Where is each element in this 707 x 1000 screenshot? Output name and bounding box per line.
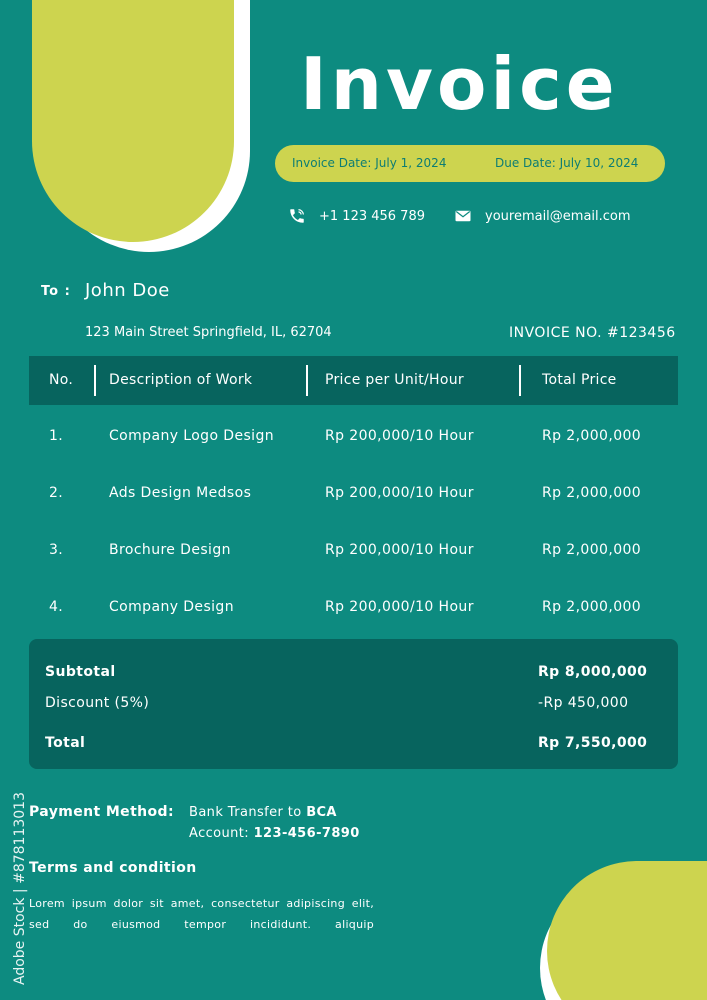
header-description: Description of Work — [109, 372, 253, 388]
row-price: Rp 200,000/10 Hour — [325, 428, 474, 444]
payment-bank-name: BCA — [306, 805, 337, 820]
row-number: 2. — [49, 485, 64, 501]
invoice-title: Invoice — [300, 42, 619, 126]
table-row — [0, 481, 707, 505]
phone-icon — [288, 207, 306, 225]
date-pill — [275, 145, 665, 182]
discount-label: Discount (5%) — [45, 695, 150, 711]
header-divider — [94, 365, 96, 396]
row-price: Rp 200,000/10 Hour — [325, 542, 474, 558]
row-number: 3. — [49, 542, 64, 558]
payment-bank-prefix: Bank Transfer to — [189, 805, 307, 820]
terms-title: Terms and condition — [29, 860, 197, 876]
row-description: Company Logo Design — [109, 428, 275, 444]
header-total: Total Price — [542, 372, 617, 388]
row-description: Company Design — [109, 599, 234, 615]
payment-bank-line — [189, 805, 337, 820]
total-value: Rp 7,550,000 — [538, 735, 648, 751]
header-no: No. — [49, 372, 74, 388]
payment-account-prefix: Account: — [189, 826, 254, 841]
header-divider — [519, 365, 521, 396]
discount-value: -Rp 450,000 — [538, 695, 629, 711]
subtotal-label: Subtotal — [45, 664, 116, 680]
header-price: Price per Unit/Hour — [325, 372, 464, 388]
table-row — [0, 424, 707, 448]
row-description: Ads Design Medsos — [109, 485, 252, 501]
payment-account-number: 123-456-7890 — [253, 826, 360, 841]
row-price: Rp 200,000/10 Hour — [325, 485, 474, 501]
terms-text: Lorem ipsum dolor sit amet, consectetur adipiscing elit, sed do eiusmod tempor incididunt. aliquip — [29, 897, 374, 931]
email-address: youremail@email.com — [485, 209, 631, 224]
due-date: Due Date: July 10, 2024 — [495, 156, 639, 170]
header-divider — [306, 365, 308, 396]
recipient-address: 123 Main Street Springfield, IL, 62704 — [85, 325, 332, 340]
envelope-icon — [454, 207, 472, 225]
invoice-date: Invoice Date: July 1, 2024 — [292, 156, 447, 170]
subtotal-value: Rp 8,000,000 — [538, 664, 648, 680]
to-label: To : — [41, 284, 71, 299]
total-label: Total — [45, 735, 86, 751]
payment-account-line — [189, 826, 360, 841]
row-price: Rp 200,000/10 Hour — [325, 599, 474, 615]
stock-watermark-text: Adobe Stock | #878113013 — [12, 792, 28, 985]
row-total: Rp 2,000,000 — [542, 485, 642, 501]
table-row — [0, 595, 707, 619]
row-description: Brochure Design — [109, 542, 231, 558]
decorative-shape-top-left — [32, 0, 234, 242]
recipient-name: John Doe — [85, 280, 170, 301]
payment-method-label: Payment Method: — [29, 804, 174, 820]
invoice-number: INVOICE NO. #123456 — [509, 325, 676, 341]
table-row — [0, 538, 707, 562]
row-total: Rp 2,000,000 — [542, 599, 642, 615]
row-number: 4. — [49, 599, 64, 615]
totals-panel — [29, 639, 678, 769]
row-total: Rp 2,000,000 — [542, 428, 642, 444]
decorative-shape-bottom-right — [547, 861, 707, 1000]
row-total: Rp 2,000,000 — [542, 542, 642, 558]
phone-number: +1 123 456 789 — [319, 209, 425, 224]
table-header — [29, 356, 678, 405]
row-number: 1. — [49, 428, 64, 444]
